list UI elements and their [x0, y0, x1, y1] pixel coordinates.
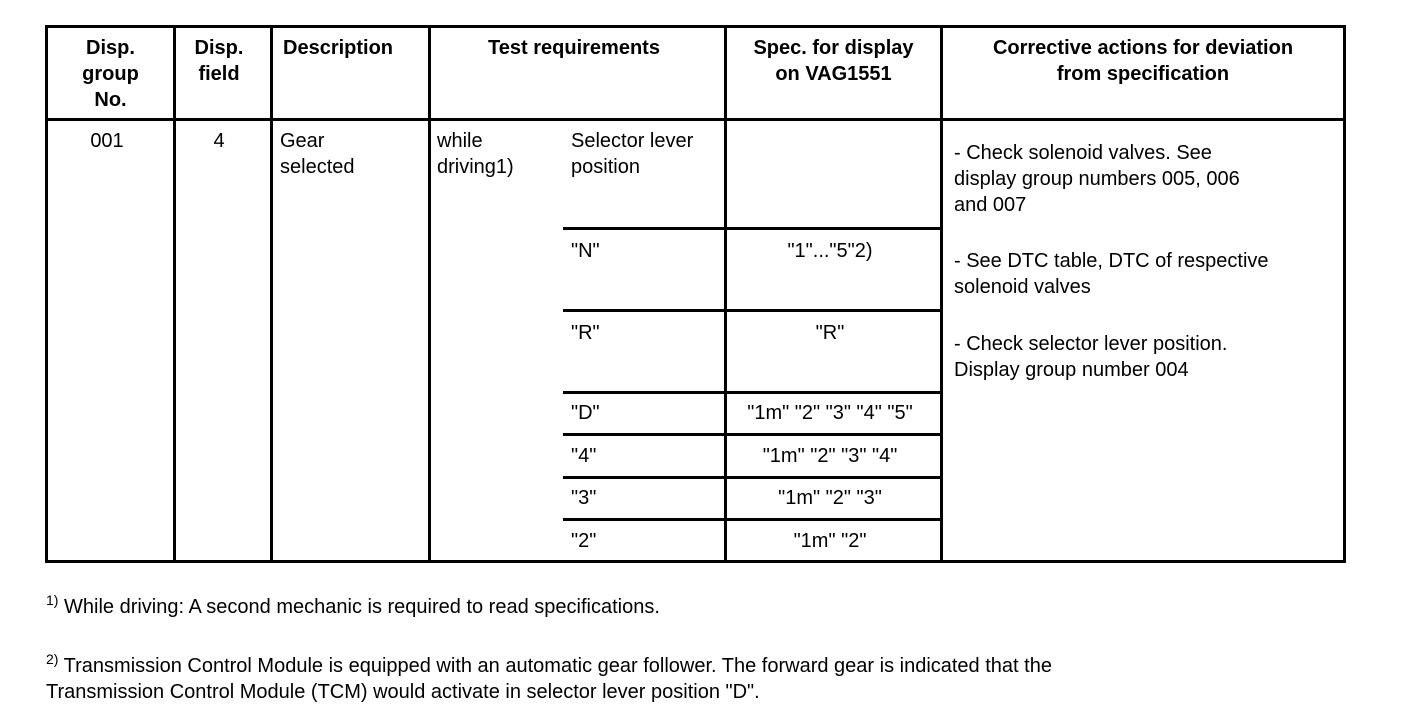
table-border-bottom	[45, 560, 1346, 563]
corrective-action-2: - See DTC table, DTC of respective solenoid valves	[954, 250, 1269, 298]
row-divider	[563, 391, 943, 394]
header-test-requirements: Test requirements	[488, 37, 660, 59]
position-r: "R"	[571, 322, 600, 344]
display-r: "R"	[815, 322, 845, 344]
position-2: "2"	[571, 530, 597, 552]
position-4: "4"	[571, 445, 597, 467]
footnote-mark: 1)	[46, 592, 59, 608]
cell-condition: while driving1)	[437, 130, 514, 178]
table-border-top	[45, 25, 1346, 28]
column-divider	[270, 25, 273, 563]
display-2: "1m" "2"	[793, 530, 867, 552]
table-border-right	[1343, 25, 1346, 563]
header-divider	[45, 118, 1346, 121]
corrective-action-3: - Check selector lever position. Display group number 004	[954, 333, 1228, 381]
display-d: "1m" "2" "3" "4" "5"	[747, 402, 913, 424]
corrective-action-1: - Check solenoid valves. See display group numbers 005, 006 and 007	[954, 142, 1240, 216]
column-divider	[940, 25, 943, 563]
row-divider	[563, 433, 943, 436]
cell-selector-header: Selector lever position	[571, 130, 694, 178]
column-divider	[173, 25, 176, 563]
display-n: "1"..."5"2)	[787, 240, 873, 262]
footnote-2	[46, 653, 1052, 705]
footnote-text: While driving: A second mechanic is required to read specifications.	[64, 596, 660, 618]
display-3: "1m" "2" "3"	[778, 487, 882, 509]
footnote-text: Transmission Control Module is equipped with an automatic gear follower. The forward gear is indicated that the	[63, 655, 1052, 677]
row-divider	[563, 309, 943, 312]
header-disp-field: Disp. field	[194, 37, 244, 85]
cell-description: Gear selected	[280, 130, 355, 178]
column-divider	[428, 25, 431, 563]
footnote-text: Transmission Control Module (TCM) would activate in selector lever position "D".	[46, 681, 760, 703]
header-description: Description	[283, 37, 394, 59]
row-divider	[563, 476, 943, 479]
header-corrective-actions: Corrective actions for deviation from specification	[992, 37, 1294, 85]
column-divider	[724, 25, 727, 563]
footnote-mark: 2)	[46, 651, 59, 667]
position-d: "D"	[571, 402, 600, 424]
row-divider	[563, 518, 943, 521]
header-disp-group: Disp. group No.	[82, 37, 139, 111]
cell-disp-field: 4	[213, 130, 225, 152]
header-spec-display: Spec. for display on VAG1551	[753, 37, 914, 85]
position-n: "N"	[571, 240, 600, 262]
cell-disp-group: 001	[90, 130, 124, 152]
position-3: "3"	[571, 487, 597, 509]
row-divider	[563, 227, 943, 230]
footnote-1	[46, 594, 660, 620]
display-4: "1m" "2" "3" "4"	[762, 445, 898, 467]
